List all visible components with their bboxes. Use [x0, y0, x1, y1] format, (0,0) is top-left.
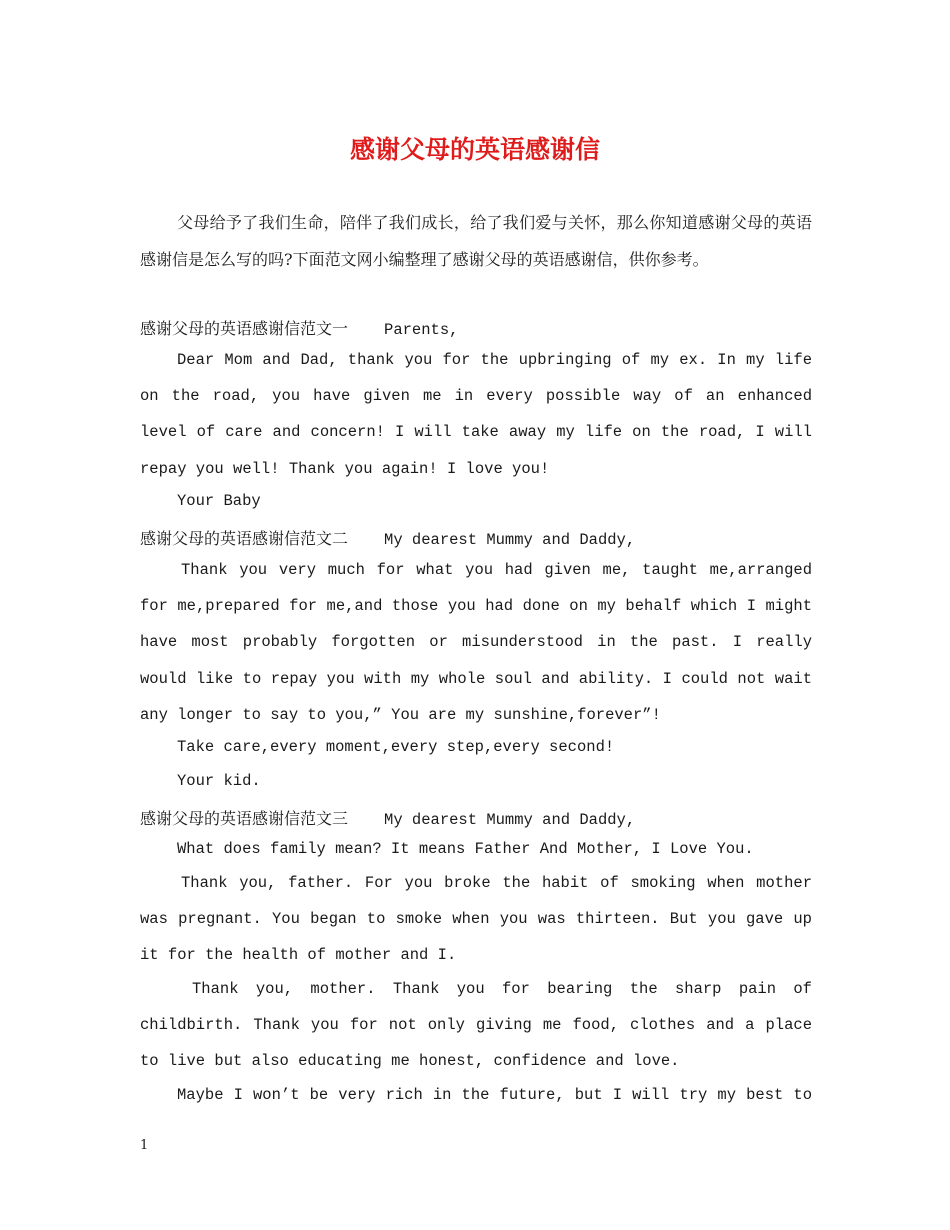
page-number: 1: [140, 1138, 149, 1153]
letter-3-para-2-line: to live but also educating me honest, confidence and love.: [140, 1052, 680, 1071]
letter-3-heading: 感谢父母的英语感谢信范文三: [140, 809, 349, 828]
document-title: 感谢父母的英语感谢信: [349, 135, 600, 164]
letter-3-last-line: Maybe I won’t be very rich in the future, but I will try my best to: [177, 1086, 812, 1104]
letter-1-sign: Your Baby: [177, 492, 261, 510]
letter-3-line1: What does family mean? It means Father And Mother, I Love You.: [177, 840, 754, 858]
letter-2-extra: Take care,every moment,every step,every second!: [177, 738, 615, 756]
letter-3-header: [140, 806, 635, 829]
letter-3-last: [140, 1077, 812, 1113]
letter-2-line: Thank you very much for what you had given me, taught me,arranged: [181, 561, 812, 579]
letter-1-line: repay you well! Thank you again! I love you!: [140, 459, 550, 478]
letter-2-line: would like to repay you with my whole soul and ability. I could not wait: [140, 669, 812, 688]
letter-2-line: any longer to say to you,” You are my sunshine,forever”!: [140, 705, 661, 724]
letter-3-para-1-line: Thank you, father. For you broke the habit of smoking when mother: [181, 874, 812, 892]
letter-1-line: on the road, you have given me in every possible way of an enhanced: [140, 387, 812, 406]
letter-3-para-1-line: it for the health of mother and I.: [140, 946, 457, 965]
letter-1-header: [140, 316, 458, 339]
letter-2-sign: Your kid.: [177, 772, 261, 790]
intro-paragraph: 父母给予了我们生命，陪伴了我们成长，给了我们爱与关怀，那么你知道感谢父母的英语感谢信是怎么写的吗?下面范文网小编整理了感谢父母的英语感谢信，供你参考。: [140, 213, 812, 269]
letter-2-header: [140, 526, 635, 549]
letter-1-line: Dear Mom and Dad, thank you for the upbringing of my ex. In my life: [177, 351, 812, 369]
letter-3-para-2: [140, 971, 812, 1080]
letter-3-para-1-line: was pregnant. You began to smoke when you was thirteen. But you gave up: [140, 910, 812, 929]
letter-3-greeting: My dearest Mummy and Daddy,: [384, 811, 636, 829]
letter-3-para-2-line: Thank you, mother. Thank you for bearing the sharp pain of: [192, 980, 812, 998]
letter-1-body: [140, 342, 812, 487]
letter-1-greeting: Parents,: [384, 321, 459, 339]
letter-2-line: have most probably forgotten or misunderstood in the past. I really: [140, 633, 812, 652]
letter-2-heading: 感谢父母的英语感谢信范文二: [140, 529, 349, 548]
letter-2-greeting: My dearest Mummy and Daddy,: [384, 531, 636, 549]
letter-2-line: for me,prepared for me,and those you had done on my behalf which I might: [140, 597, 812, 616]
letter-2-body: [140, 552, 812, 733]
letter-1-heading: 感谢父母的英语感谢信范文一: [140, 319, 349, 338]
letter-3-para-2-line: childbirth. Thank you for not only giving me food, clothes and a place: [140, 1016, 812, 1035]
letter-1-line: level of care and concern! I will take away my life on the road, I will: [140, 423, 812, 442]
letter-3-para-1: [140, 865, 812, 974]
